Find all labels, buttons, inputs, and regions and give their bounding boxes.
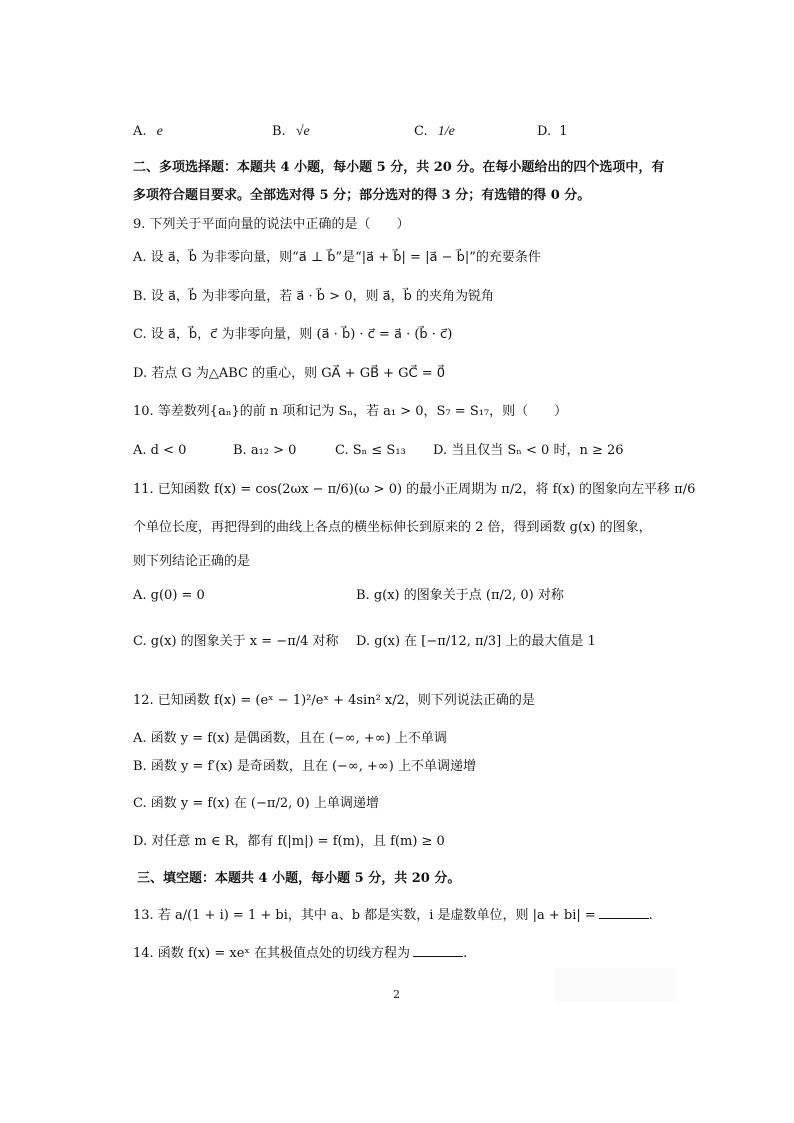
q12-option-c: C. 函数 y = f(x) 在 (−π/2, 0) 上单调递增 — [133, 796, 379, 811]
q8-option-c-label: C. — [414, 124, 428, 139]
q13-answer-blank — [599, 906, 649, 919]
q8-option-b-label: B. — [272, 124, 286, 139]
q12-option-a: A. 函数 y = f(x) 是偶函数，且在 (−∞, +∞) 上不单调 — [133, 731, 447, 746]
q11-line2: 个单位长度，再把得到的曲线上各点的横坐标伸长到原来的 2 倍，得到函数 g(x) 的图象， — [133, 520, 652, 535]
q10-option-d: D. 当且仅当 Sₙ < 0 时，n ≥ 26 — [433, 443, 624, 458]
q9-option-d: D. 若点 G 为△ABC 的重心，则 GA⃗ + GB⃗ + GC⃗ = 0⃗ — [133, 366, 446, 381]
q11-option-a: A. g(0) = 0 — [133, 588, 205, 603]
q11-option-d: D. g(x) 在 [−π/12, π/3] 上的最大值是 1 — [356, 634, 596, 649]
q14-suffix: . — [463, 946, 468, 961]
q12-stem: 12. 已知函数 f(x) = (eˣ − 1)²/eˣ + 4sin² x/2，则下列说法正确的是 — [133, 693, 535, 708]
q10-option-b: B. a₁₂ > 0 — [233, 443, 297, 458]
q13-prefix: 13. 若 a/(1 + i) = 1 + bi，其中 a、b 都是实数，i 是虚数单位，则 |a + bi| = — [133, 908, 596, 923]
q8-option-d-label: D. — [537, 124, 552, 139]
q8-option-a-text: e — [156, 124, 163, 139]
q9-option-a: A. 设 a⃗，b⃗ 为非零向量，则“a⃗ ⊥ b⃗”是“|a⃗ + b⃗| = |a⃗ − b⃗|”的充要条件 — [133, 250, 541, 265]
q11-line1: 11. 已知函数 f(x) = cos(2ωx − π/6)(ω > 0) 的最小正周期为 π/2，将 f(x) 的图象向左平移 π/6 — [133, 482, 696, 497]
q13-suffix: . — [648, 908, 653, 923]
q9-stem: 9. 下列关于平面向量的说法中正确的是（ ） — [133, 217, 410, 232]
section3-header: 三、填空题：本题共 4 小题，每小题 5 分，共 20 分。 — [137, 871, 461, 886]
scan-shade-block — [555, 968, 675, 1002]
q14-answer-blank — [413, 944, 463, 957]
section2-line2: 多项符合题目要求。全部选对得 5 分；部分选对的得 3 分；有选错的得 0 分。 — [133, 188, 591, 203]
q8-option-c — [414, 124, 455, 140]
q10-option-c: C. Sₙ ≤ S₁₃ — [335, 443, 406, 458]
q8-option-d — [537, 124, 568, 140]
q12-option-b: B. 函数 y = f′(x) 是奇函数，且在 (−∞, +∞) 上不单调递增 — [133, 759, 476, 774]
q9-option-b: B. 设 a⃗，b⃗ 为非零向量，若 a⃗ · b⃗ > 0，则 a⃗，b⃗ 的夹角为锐角 — [133, 289, 494, 304]
q8-option-a-label: A. — [133, 124, 147, 139]
q14 — [133, 944, 467, 962]
q8-option-b-text: √e — [295, 124, 310, 139]
q8-option-b — [272, 124, 310, 140]
q8-option-c-text: 1/e — [437, 124, 455, 139]
q12-option-d: D. 对任意 m ∈ R，都有 f(|m|) = f(m)，且 f(m) ≥ 0 — [133, 834, 445, 849]
q11-line3: 则下列结论正确的是 — [133, 554, 251, 569]
q14-prefix: 14. 函数 f(x) = xeˣ 在其极值点处的切线方程为 — [133, 946, 411, 961]
q8-option-d-text: 1 — [559, 124, 568, 139]
section2-line1: 二、多项选择题：本题共 4 小题，每小题 5 分，共 20 分。在每小题给出的四个选项中，有 — [133, 160, 665, 175]
q11-option-c: C. g(x) 的图象关于 x = −π/4 对称 — [133, 634, 339, 649]
q9-option-c: C. 设 a⃗，b⃗，c⃗ 为非零向量，则 (a⃗ · b⃗) · c⃗ = a⃗ · (b⃗ · c⃗) — [133, 327, 453, 342]
q10-stem: 10. 等差数列{aₙ}的前 n 项和记为 Sₙ，若 a₁ > 0，S₇ = S₁₇，则（ ） — [133, 404, 568, 419]
page-number: 2 — [393, 988, 400, 1001]
q11-option-b: B. g(x) 的图象关于点 (π/2, 0) 对称 — [356, 588, 564, 603]
q8-option-a — [133, 124, 163, 140]
q13 — [133, 906, 653, 924]
q10-option-a: A. d < 0 — [133, 443, 187, 458]
